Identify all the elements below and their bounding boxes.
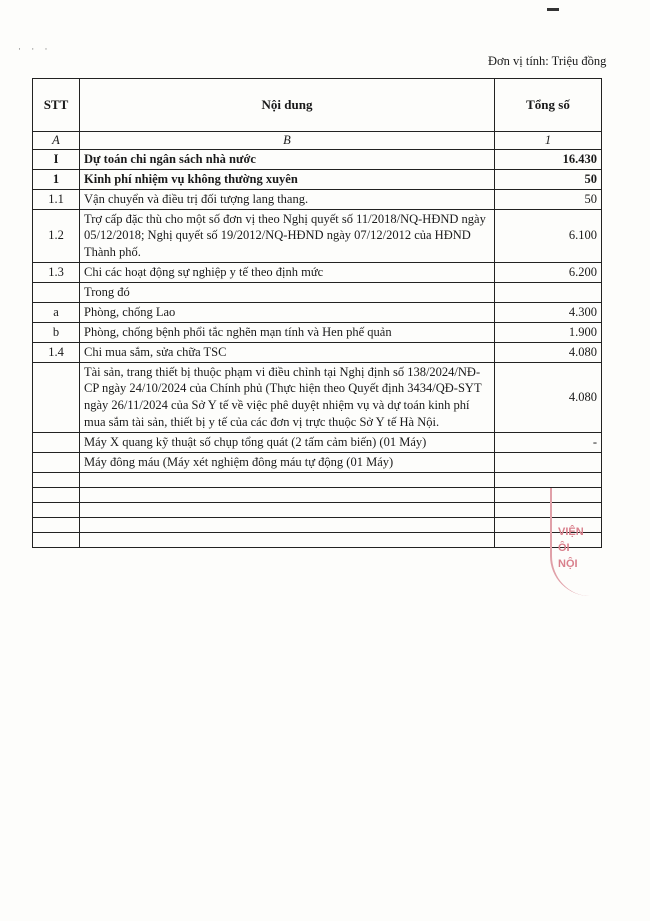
row-stt xyxy=(33,362,80,433)
scan-mark xyxy=(547,8,559,11)
table-row xyxy=(33,149,602,169)
row-stt: 1.3 xyxy=(33,263,80,283)
row-total: 4.080 xyxy=(495,342,602,362)
row-total: 6.200 xyxy=(495,263,602,283)
row-total: 50 xyxy=(495,169,602,189)
header-content: Nội dung xyxy=(80,79,495,132)
row-content: Trợ cấp đặc thù cho một số đơn vị theo Nghị quyết số 11/2018/NQ-HĐND ngày 05/12/2018; Nghị quyết số 19/2012/NQ-HĐND ngày 07/12/2012 của HĐND Thành phố. xyxy=(80,209,495,263)
table-row xyxy=(33,433,602,453)
row-stt: I xyxy=(33,149,80,169)
table-row xyxy=(33,189,602,209)
row-content: Phòng, chống bệnh phổi tắc nghẽn mạn tính và Hen phế quản xyxy=(80,322,495,342)
table-row xyxy=(33,342,602,362)
row-stt xyxy=(33,283,80,303)
seal-text: ÔI xyxy=(558,542,570,554)
row-content: Trong đó xyxy=(80,283,495,303)
row-stt: b xyxy=(33,322,80,342)
row-content: Dự toán chi ngân sách nhà nước xyxy=(80,149,495,169)
table-row xyxy=(33,283,602,303)
empty-row xyxy=(33,487,602,502)
row-stt: 1.2 xyxy=(33,209,80,263)
scan-dots: · · · xyxy=(18,44,52,54)
empty-row xyxy=(33,532,602,547)
header-total: Tổng số xyxy=(495,79,602,132)
row-total: 1.900 xyxy=(495,322,602,342)
row-content: Kinh phí nhiệm vụ không thường xuyên xyxy=(80,169,495,189)
index-content: B xyxy=(80,132,495,150)
seal-text: VIỆN xyxy=(558,526,584,538)
row-total: 4.080 xyxy=(495,362,602,433)
row-total xyxy=(495,452,602,472)
seal-text: NỘI xyxy=(558,558,578,570)
row-total: - xyxy=(495,433,602,453)
row-content: Chi mua sắm, sửa chữa TSC xyxy=(80,342,495,362)
row-stt xyxy=(33,452,80,472)
row-total: 4.300 xyxy=(495,302,602,322)
row-content: Tài sản, trang thiết bị thuộc phạm vi điều chỉnh tại Nghị định số 138/2024/NĐ-CP ngày 24/10/2024 của Chính phủ (Thực hiện theo Quyết định 3434/QĐ-SYT ngày 26/11/2024 của Sở Y tế về việc phê duyệt nhiệm vụ và dự toán kinh phí mua sắm tài sản, thiết bị y tế của các đơn vị trực thuộc Sở Y tế Hà Nội. xyxy=(80,362,495,433)
index-stt: A xyxy=(33,132,80,150)
row-total: 50 xyxy=(495,189,602,209)
empty-row xyxy=(33,502,602,517)
index-total: 1 xyxy=(495,132,602,150)
table-row xyxy=(33,362,602,433)
row-content: Máy X quang kỹ thuật số chụp tổng quát (2 tấm cảm biến) (01 Máy) xyxy=(80,433,495,453)
table-row xyxy=(33,209,602,263)
empty-row xyxy=(33,472,602,487)
table-row xyxy=(33,302,602,322)
table-row xyxy=(33,169,602,189)
row-stt: a xyxy=(33,302,80,322)
row-total: 16.430 xyxy=(495,149,602,169)
row-total: 6.100 xyxy=(495,209,602,263)
table-header-row xyxy=(33,79,602,132)
official-seal xyxy=(550,488,608,596)
row-content: Phòng, chống Lao xyxy=(80,302,495,322)
row-stt: 1.4 xyxy=(33,342,80,362)
table-row xyxy=(33,452,602,472)
unit-label: Đơn vị tính: Triệu đồng xyxy=(488,54,607,68)
row-stt xyxy=(33,433,80,453)
row-stt: 1 xyxy=(33,169,80,189)
empty-row xyxy=(33,517,602,532)
header-stt: STT xyxy=(33,79,80,132)
row-content: Máy đông máu (Máy xét nghiệm đông máu tự động (01 Máy) xyxy=(80,452,495,472)
budget-table xyxy=(32,78,602,548)
row-stt: 1.1 xyxy=(33,189,80,209)
table-row xyxy=(33,263,602,283)
row-total xyxy=(495,283,602,303)
index-row xyxy=(33,132,602,150)
row-content: Vận chuyển và điều trị đối tượng lang thang. xyxy=(80,189,495,209)
table-row xyxy=(33,322,602,342)
row-content: Chi các hoạt động sự nghiệp y tế theo định mức xyxy=(80,263,495,283)
